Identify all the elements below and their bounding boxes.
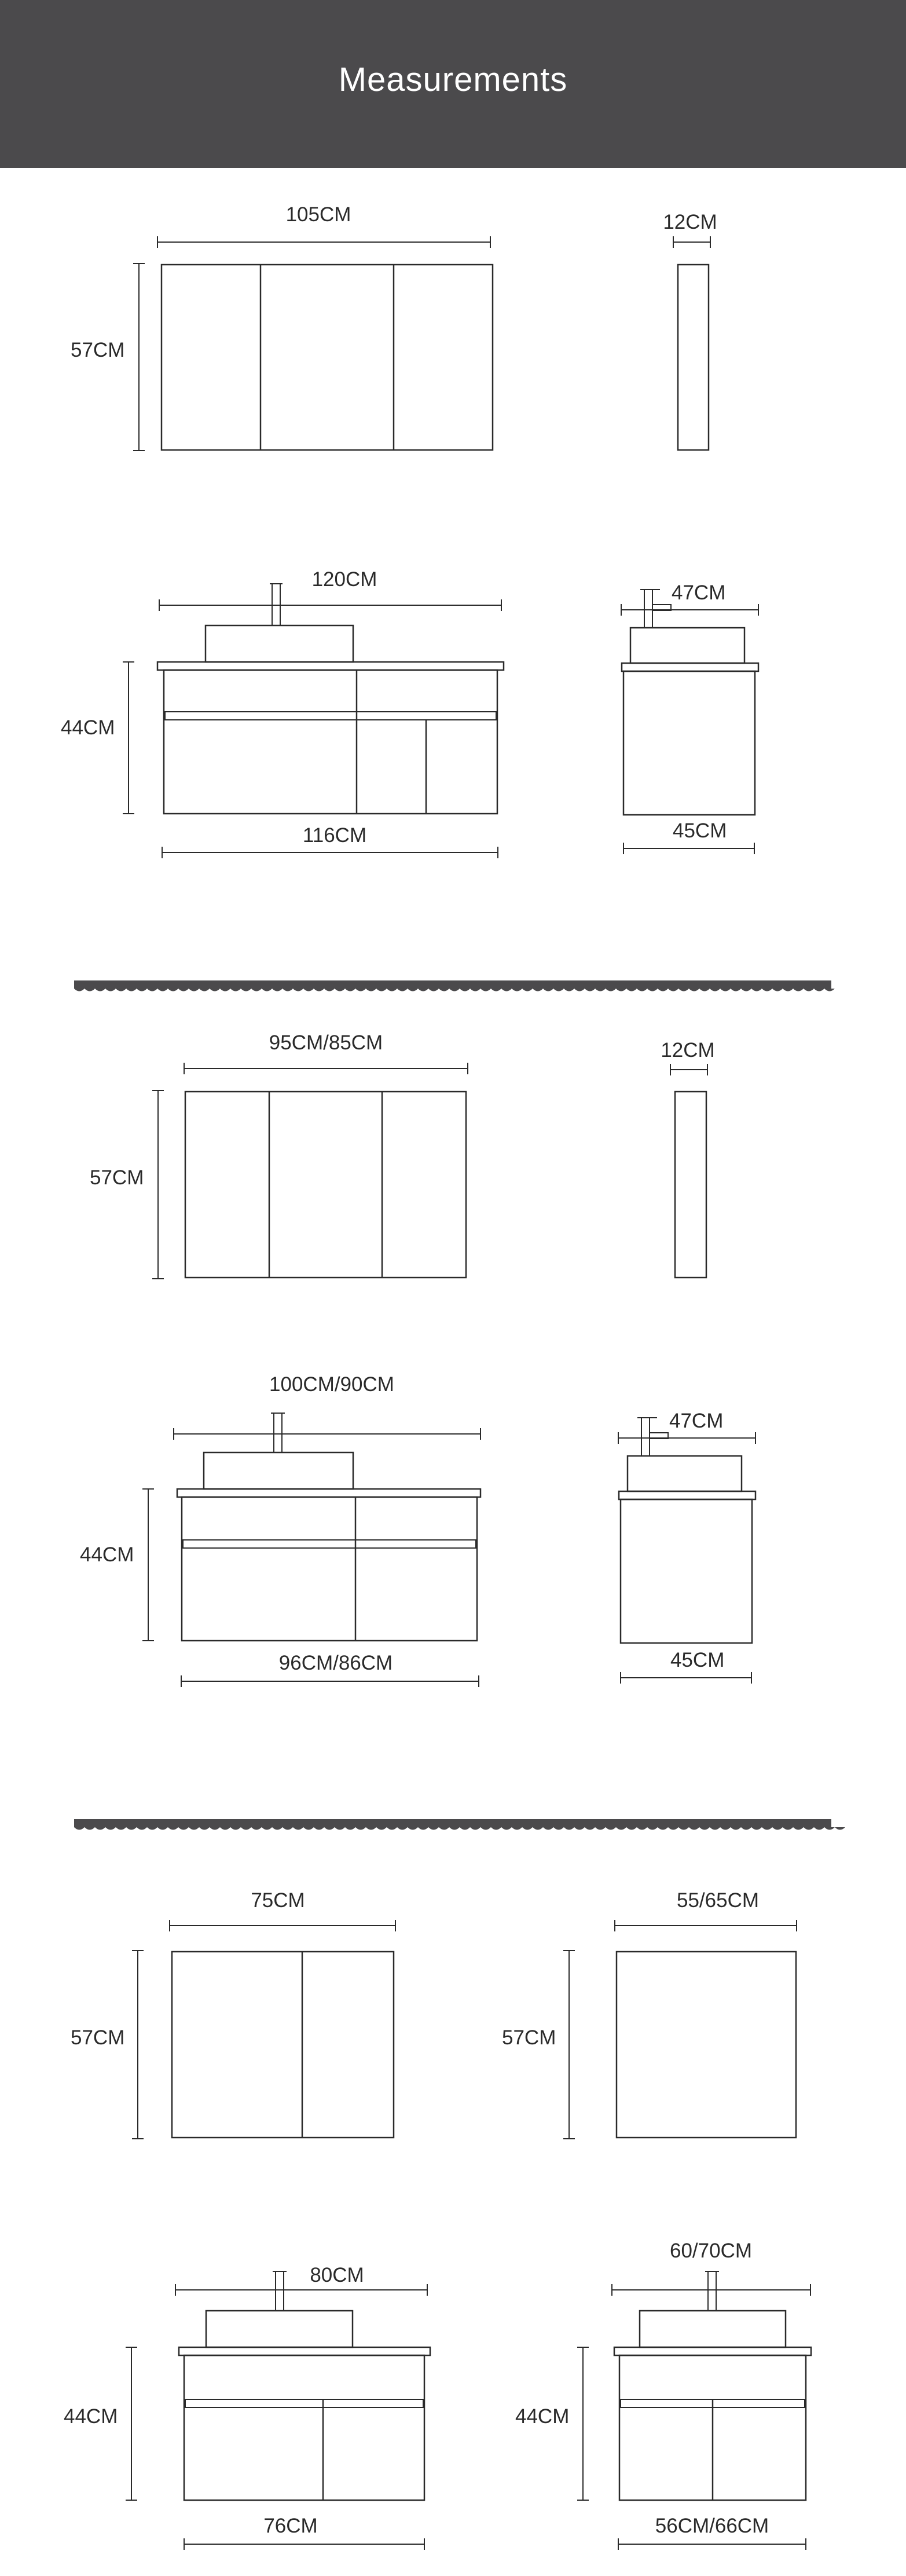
mirror-cabinet-side (663, 211, 717, 450)
mirror-cabinet-front (71, 203, 493, 451)
dimension-label: 116CM (302, 824, 367, 847)
dimension-label: 44CM (64, 2405, 118, 2428)
dimension-label: 47CM (669, 1410, 724, 1432)
dimension-label: 44CM (80, 1543, 134, 1566)
mirror-cabinet-b (502, 1889, 797, 2139)
dimension-label: 55/65CM (676, 1889, 760, 1912)
dimension-label: 80CM (310, 2264, 364, 2286)
vanity-a (64, 2264, 430, 2550)
dimension-label: 12CM (661, 1039, 715, 1062)
dimension-label: 96CM/86CM (278, 1652, 393, 1674)
dimension-label: 12CM (663, 211, 717, 233)
dimension-label: 44CM (61, 716, 115, 739)
mirror-cabinet-a (71, 1889, 395, 2139)
dimension-label: 56CM/66CM (655, 2515, 769, 2537)
section-divider (74, 1819, 845, 1830)
vanity-front (61, 568, 504, 858)
dimension-label: 95CM/85CM (269, 1031, 383, 1054)
dimension-label: 105CM (285, 203, 351, 226)
vanity-front (80, 1373, 480, 1687)
dimension-label: 75CM (251, 1889, 305, 1912)
dimension-label: 57CM (502, 2026, 556, 2049)
dimension-label: 76CM (263, 2515, 318, 2537)
dimension-label: 60/70CM (669, 2240, 753, 2262)
dimension-label: 57CM (71, 339, 125, 361)
vanity-b (515, 2240, 811, 2550)
section-divider (74, 980, 835, 991)
mirror-cabinet-side (661, 1039, 714, 1278)
vanity-side (621, 581, 758, 854)
dimension-label: 100CM/90CM (269, 1373, 394, 1396)
section-2 (80, 1031, 755, 1687)
dimension-label: 57CM (90, 1166, 144, 1189)
dimension-label: 45CM (673, 819, 727, 842)
section-1 (61, 203, 758, 858)
page-title: Measurements (338, 61, 568, 98)
dimension-label: 44CM (515, 2405, 570, 2428)
dimension-label: 57CM (71, 2026, 125, 2049)
dimension-label: 45CM (670, 1649, 725, 1671)
section-3 (64, 1889, 811, 2550)
mirror-cabinet-front (90, 1031, 468, 1279)
vanity-side (618, 1410, 755, 1684)
dimension-label: 47CM (672, 581, 726, 604)
dimension-label: 120CM (311, 568, 377, 591)
